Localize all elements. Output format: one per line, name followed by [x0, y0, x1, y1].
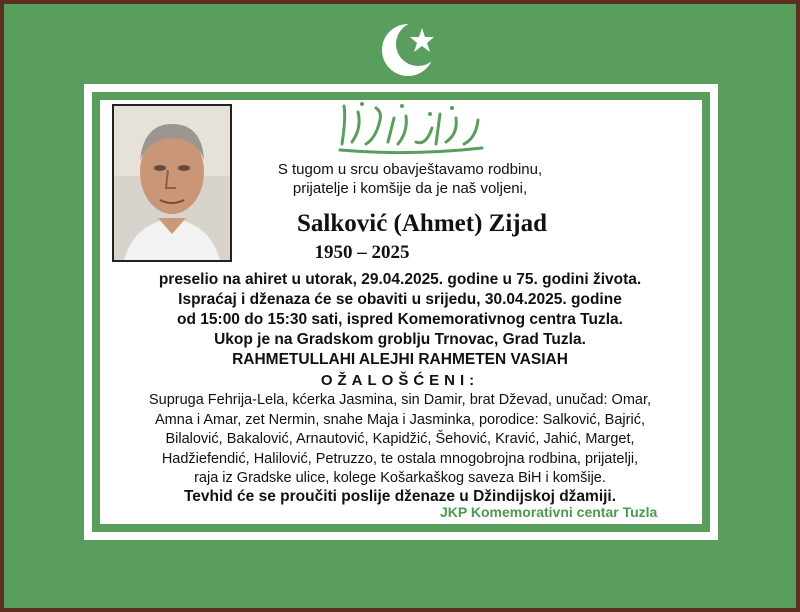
details-line-5: RAHMETULLAHI ALEJHI RAHMETEN VASIAH	[232, 351, 568, 368]
details-line-4: Ukop je na Gradskom groblju Trnovac, Grad Tuzla.	[214, 331, 586, 348]
life-years: 1950 – 2025	[314, 242, 410, 263]
arabic-calligraphy	[336, 98, 484, 156]
intro-text	[250, 160, 570, 198]
portrait-photo	[112, 104, 232, 262]
mourners-line-1: Supruga Fehrija-Lela, kćerka Jasmina, sin Damir, brat Dževad, unučad: Omar,	[148, 392, 652, 408]
mourners-line-4: Hadžiefendić, Halilović, Petruzzo, te ostala mnogobrojna rodbina, prijatelji,	[161, 450, 639, 467]
mourners-line-2: Amna i Amar, zet Nermin, snahe Maja i Jasminka, porodice: Salković, Bajrić,	[155, 411, 645, 428]
mourners-line-5: raja iz Gradske ulice, kolege Košarkaškog saveza BiH i komšije.	[194, 470, 606, 486]
intro-line-2: prijatelje i komšije da je naš voljeni,	[292, 180, 528, 197]
details-line-1: preselio na ahiret u utorak, 29.04.2025. godine u 75. godini života.	[158, 271, 642, 288]
details-block	[0, 270, 800, 370]
deceased-name: Salković (Ahmet) Zijad	[297, 210, 547, 237]
details-line-3: od 15:00 do 15:30 sati, ispred Komemorativnog centra Tuzla.	[177, 311, 623, 328]
mourners-title: OŽALOŠĆENI:	[320, 372, 480, 389]
details-line-2: Ispraćaj i dženaza će se obaviti u srijedu, 30.04.2025. godine	[178, 291, 622, 308]
mourners-line-3: Bilalović, Bakalović, Arnautović, Kapidžić, Šehović, Kravić, Jahić, Marget,	[165, 431, 635, 447]
crescent-star-icon	[378, 14, 446, 82]
intro-line-1: S tugom u srcu obavještavamo rodbinu,	[277, 161, 543, 178]
tevhid-text: Tevhid će se proučiti poslije dženaze u Džindijskoj džamiji.	[183, 488, 617, 505]
footer-organization: JKP Komemorativni centar Tuzla	[440, 504, 658, 520]
mourners-list	[0, 391, 800, 489]
